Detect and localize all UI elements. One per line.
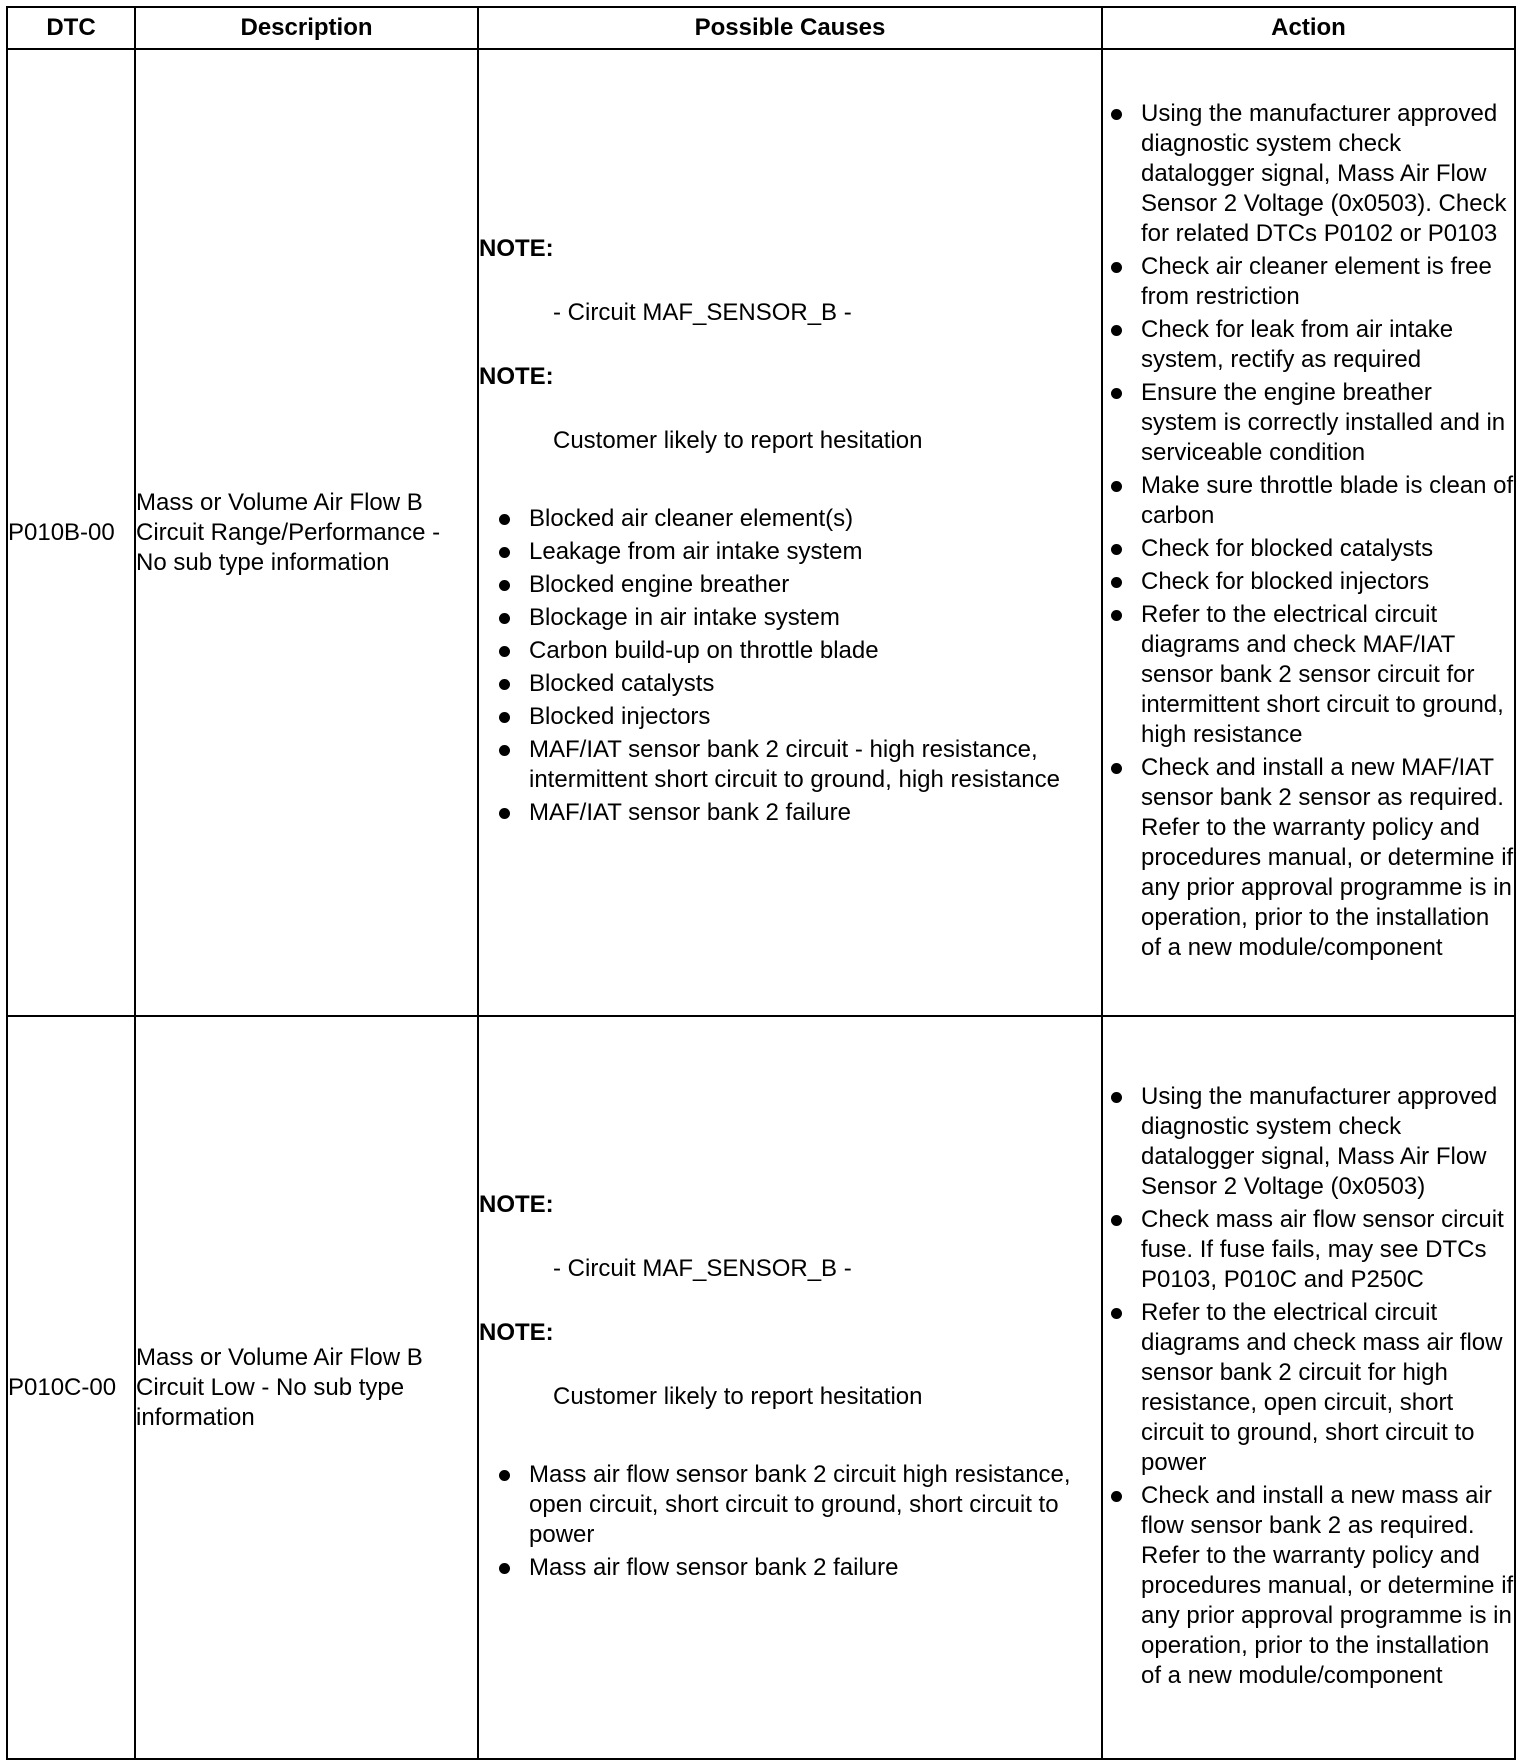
note-label: NOTE: xyxy=(479,1190,554,1218)
list-item: Blocked engine breather xyxy=(479,570,1101,600)
possible-causes xyxy=(478,49,1102,1016)
list-item: Check for leak from air intake system, rectify as required xyxy=(1103,315,1514,375)
note-text: Customer likely to report hesitation xyxy=(553,427,923,454)
list-item: Check air cleaner element is free from restriction xyxy=(1103,252,1514,312)
list-item: Leakage from air intake system xyxy=(479,537,1101,567)
causes-list xyxy=(479,504,1101,828)
note-text: Customer likely to report hesitation xyxy=(553,1382,923,1410)
list-item: Refer to the electrical circuit diagrams and check mass air flow sensor bank 2 circuit for high resistance, open circuit, short circuit to ground, short circuit to power xyxy=(1103,1298,1514,1478)
list-item: Check for blocked injectors xyxy=(1103,567,1514,597)
list-item: MAF/IAT sensor bank 2 failure xyxy=(479,798,1101,828)
list-item: Check and install a new MAF/IAT sensor bank 2 sensor as required. Refer to the warranty policy and procedures manual, or determine if any prior approval programme is in operation, prior to the installation of a new module/component xyxy=(1103,753,1514,963)
dtc-description: Mass or Volume Air Flow B Circuit Low - No sub type information xyxy=(135,1016,478,1759)
header-dtc: DTC xyxy=(7,7,135,49)
header-row xyxy=(7,7,1515,49)
header-description: Description xyxy=(135,7,478,49)
list-item: Refer to the electrical circuit diagrams and check MAF/IAT sensor bank 2 sensor circuit for intermittent short circuit to ground, high resistance xyxy=(1103,600,1514,750)
list-item: Using the manufacturer approved diagnostic system check datalogger signal, Mass Air Flow Sensor 2 Voltage (0x0503) xyxy=(1103,1082,1514,1202)
dtc-table xyxy=(6,6,1516,1760)
list-item: Using the manufacturer approved diagnostic system check datalogger signal, Mass Air Flow Sensor 2 Voltage (0x0503). Check for related DTCs P0102 or P0103 xyxy=(1103,99,1514,249)
action-list xyxy=(1103,99,1514,963)
list-item: Make sure throttle blade is clean of carbon xyxy=(1103,471,1514,531)
table-row xyxy=(7,49,1515,1016)
list-item: Blocked injectors xyxy=(479,702,1101,732)
list-item: Blocked air cleaner element(s) xyxy=(479,504,1101,534)
possible-causes xyxy=(478,1016,1102,1759)
list-item: Mass air flow sensor bank 2 circuit high resistance, open circuit, short circuit to ground, short circuit to power xyxy=(479,1460,1101,1550)
list-item: Blockage in air intake system xyxy=(479,603,1101,633)
list-item: Check mass air flow sensor circuit fuse. If fuse fails, may see DTCs P0103, P010C and P250C xyxy=(1103,1205,1514,1295)
list-item: Ensure the engine breather system is correctly installed and in serviceable condition xyxy=(1103,378,1514,468)
table-row xyxy=(7,1016,1515,1759)
dtc-description: Mass or Volume Air Flow B Circuit Range/Performance - No sub type information xyxy=(135,49,478,1016)
actions xyxy=(1102,1016,1515,1759)
note-label: NOTE: xyxy=(479,363,554,390)
list-item: Check for blocked catalysts xyxy=(1103,534,1514,564)
list-item: Mass air flow sensor bank 2 failure xyxy=(479,1553,1101,1583)
actions xyxy=(1102,49,1515,1016)
header-action: Action xyxy=(1102,7,1515,49)
list-item: MAF/IAT sensor bank 2 circuit - high resistance, intermittent short circuit to ground, high resistance xyxy=(479,735,1101,795)
causes-list xyxy=(479,1460,1101,1583)
list-item: Blocked catalysts xyxy=(479,669,1101,699)
list-item: Carbon build-up on throttle blade xyxy=(479,636,1101,666)
action-list xyxy=(1103,1082,1514,1691)
dtc-code: P010B-00 xyxy=(7,49,135,1016)
note-text: - Circuit MAF_SENSOR_B - xyxy=(553,1254,852,1282)
list-item: Check and install a new mass air flow sensor bank 2 as required. Refer to the warranty policy and procedures manual, or determine if any prior approval programme is in operation, prior to the installation of a new module/component xyxy=(1103,1481,1514,1691)
note-label: NOTE: xyxy=(479,235,554,262)
dtc-code: P010C-00 xyxy=(7,1016,135,1759)
header-possible-causes: Possible Causes xyxy=(478,7,1102,49)
note-label: NOTE: xyxy=(479,1318,554,1346)
note-text: - Circuit MAF_SENSOR_B - xyxy=(553,299,852,326)
